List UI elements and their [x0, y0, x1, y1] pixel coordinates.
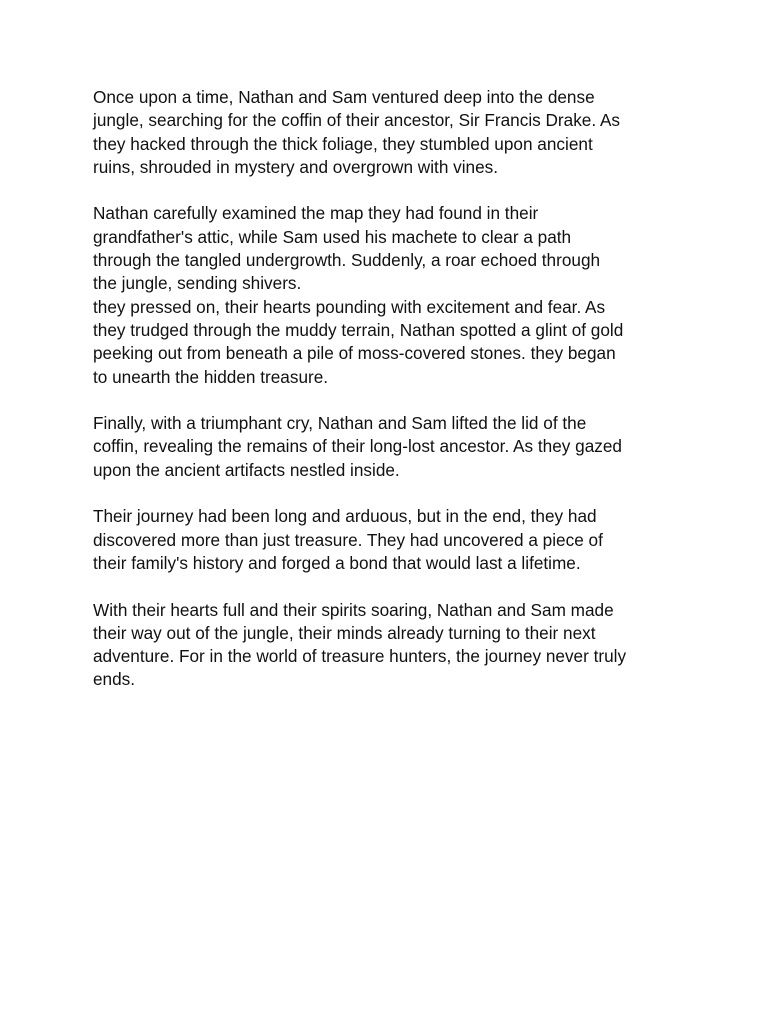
text-line: their family's history and forged a bond that would last a lifetime. — [93, 552, 581, 573]
text-line: Nathan carefully examined the map they had found in their — [93, 203, 539, 224]
text-line: they pressed on, their hearts pounding with excitement and fear. As — [93, 296, 606, 317]
paragraph-3 — [93, 412, 683, 482]
text-line: to unearth the hidden treasure. — [93, 366, 329, 387]
text-line: upon the ancient artifacts nestled inside. — [93, 459, 400, 480]
text-line: coffin, revealing the remains of their long-lost ancestor. As they gazed — [93, 436, 622, 457]
paragraph-1 — [93, 86, 683, 179]
paragraph-2 — [93, 202, 683, 388]
paragraph-5 — [93, 599, 683, 692]
text-line: they trudged through the muddy terrain, Nathan spotted a glint of gold — [93, 319, 624, 340]
text-line: peeking out from beneath a pile of moss-covered stones. they began — [93, 343, 616, 364]
text-line: Once upon a time, Nathan and Sam ventured deep into the dense — [93, 87, 595, 107]
text-line: Their journey had been long and arduous, but in the end, they had — [93, 506, 597, 527]
text-line: their way out of the jungle, their minds already turning to their next — [93, 622, 596, 643]
text-line: the jungle, sending shivers. — [93, 273, 302, 294]
text-line: ends. — [93, 669, 136, 690]
text-line: grandfather's attic, while Sam used his machete to clear a path — [93, 226, 572, 247]
text-line: ruins, shrouded in mystery and overgrown with vines. — [93, 156, 499, 177]
paragraph-4 — [93, 505, 683, 575]
text-line: through the tangled undergrowth. Suddenly, a roar echoed through — [93, 250, 601, 271]
text-line: discovered more than just treasure. They had uncovered a piece of — [93, 529, 603, 550]
text-line: Finally, with a triumphant cry, Nathan and Sam lifted the lid of the — [93, 413, 587, 434]
text-line: adventure. For in the world of treasure hunters, the journey never truly — [93, 646, 627, 667]
text-line: jungle, searching for the coffin of their ancestor, Sir Francis Drake. As — [93, 110, 621, 131]
document-page — [93, 86, 683, 715]
text-line: they hacked through the thick foliage, they stumbled upon ancient — [93, 133, 593, 154]
text-line: With their hearts full and their spirits soaring, Nathan and Sam made — [93, 599, 614, 620]
